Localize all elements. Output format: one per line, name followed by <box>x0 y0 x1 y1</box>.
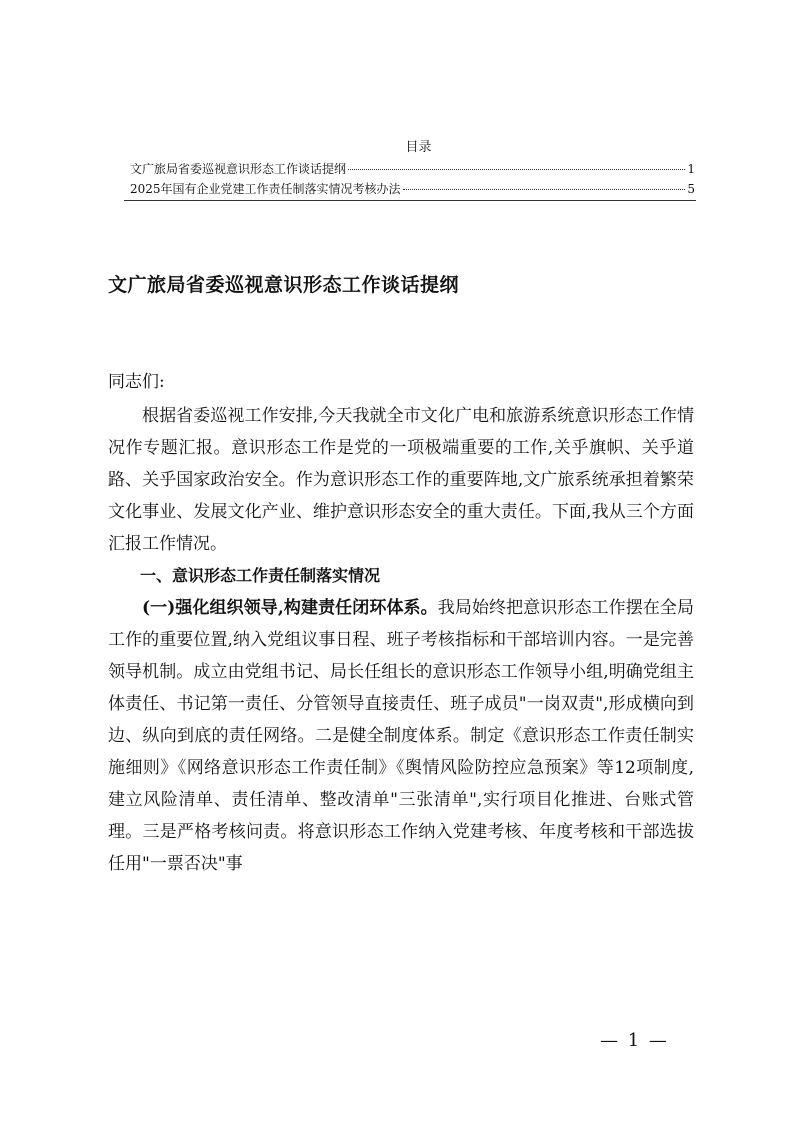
toc-divider <box>124 200 696 201</box>
salutation: 同志们: <box>108 372 165 392</box>
toc-leader-dots <box>348 157 685 170</box>
toc-entry-2[interactable] <box>130 179 695 199</box>
table-of-contents <box>130 138 695 199</box>
toc-entry-page: 5 <box>687 182 695 196</box>
paragraph-section-1 <box>108 592 694 880</box>
toc-leader-dots <box>403 177 686 190</box>
paragraph-intro: 根据省委巡视工作安排,今天我就全市文化广电和旅游系统意识形态工作情况作专题汇报。意识形态工作是党的一项极端重要的工作,关乎旗帜、关乎道路、关乎国家政治安全。作为意识形态工作的重要阵地,文广旅系统承担着繁荣文化事业、发展文化产业、维护意识形态安全的重大责任。下面,我从三个方面汇报工作情况。 <box>108 406 694 554</box>
document-title: 文广旅局省委巡视意识形态工作谈话提纲 <box>108 274 460 296</box>
toc-entry-text: 文广旅局省委巡视意识形态工作谈话提纲 <box>130 162 347 176</box>
section-heading: 一、意识形态工作责任制落实情况 <box>140 566 381 585</box>
page-number: — 1 — <box>600 1030 669 1051</box>
document-body <box>108 366 694 880</box>
toc-entry-1[interactable] <box>130 159 695 179</box>
paragraph-text: 我局始终把意识形态工作摆在全局工作的重要位置,纳入党组议事日程、班子考核指标和干部培训内容。一是完善领导机制。成立由党组书记、局长任组长的意识形态工作领导小组,明确党组主体责任、书记第一责任、分管领导直接责任、班子成员"一岗双责",形成横向到边、纵向到底的责任网络。二是健全制度体系。制定《意识形态工作责任制实施细则》《网络意识形态工作责任制》《舆情风险防控应急预案》等12项制度,建立风险清单、责任清单、整改清单"三张清单",实行项目化推进、台账式管理。三是严格考核问责。将意识形态工作纳入党建考核、年度考核和干部选拔任用"一票否决"事 <box>108 598 694 874</box>
toc-title: 目录 <box>405 140 432 155</box>
toc-entry-text: 2025年国有企业党建工作责任制落实情况考核办法 <box>130 182 401 196</box>
paragraph-lead: (一)强化组织领导,构建责任闭环体系。 <box>142 598 438 618</box>
toc-entry-page: 1 <box>687 162 695 176</box>
